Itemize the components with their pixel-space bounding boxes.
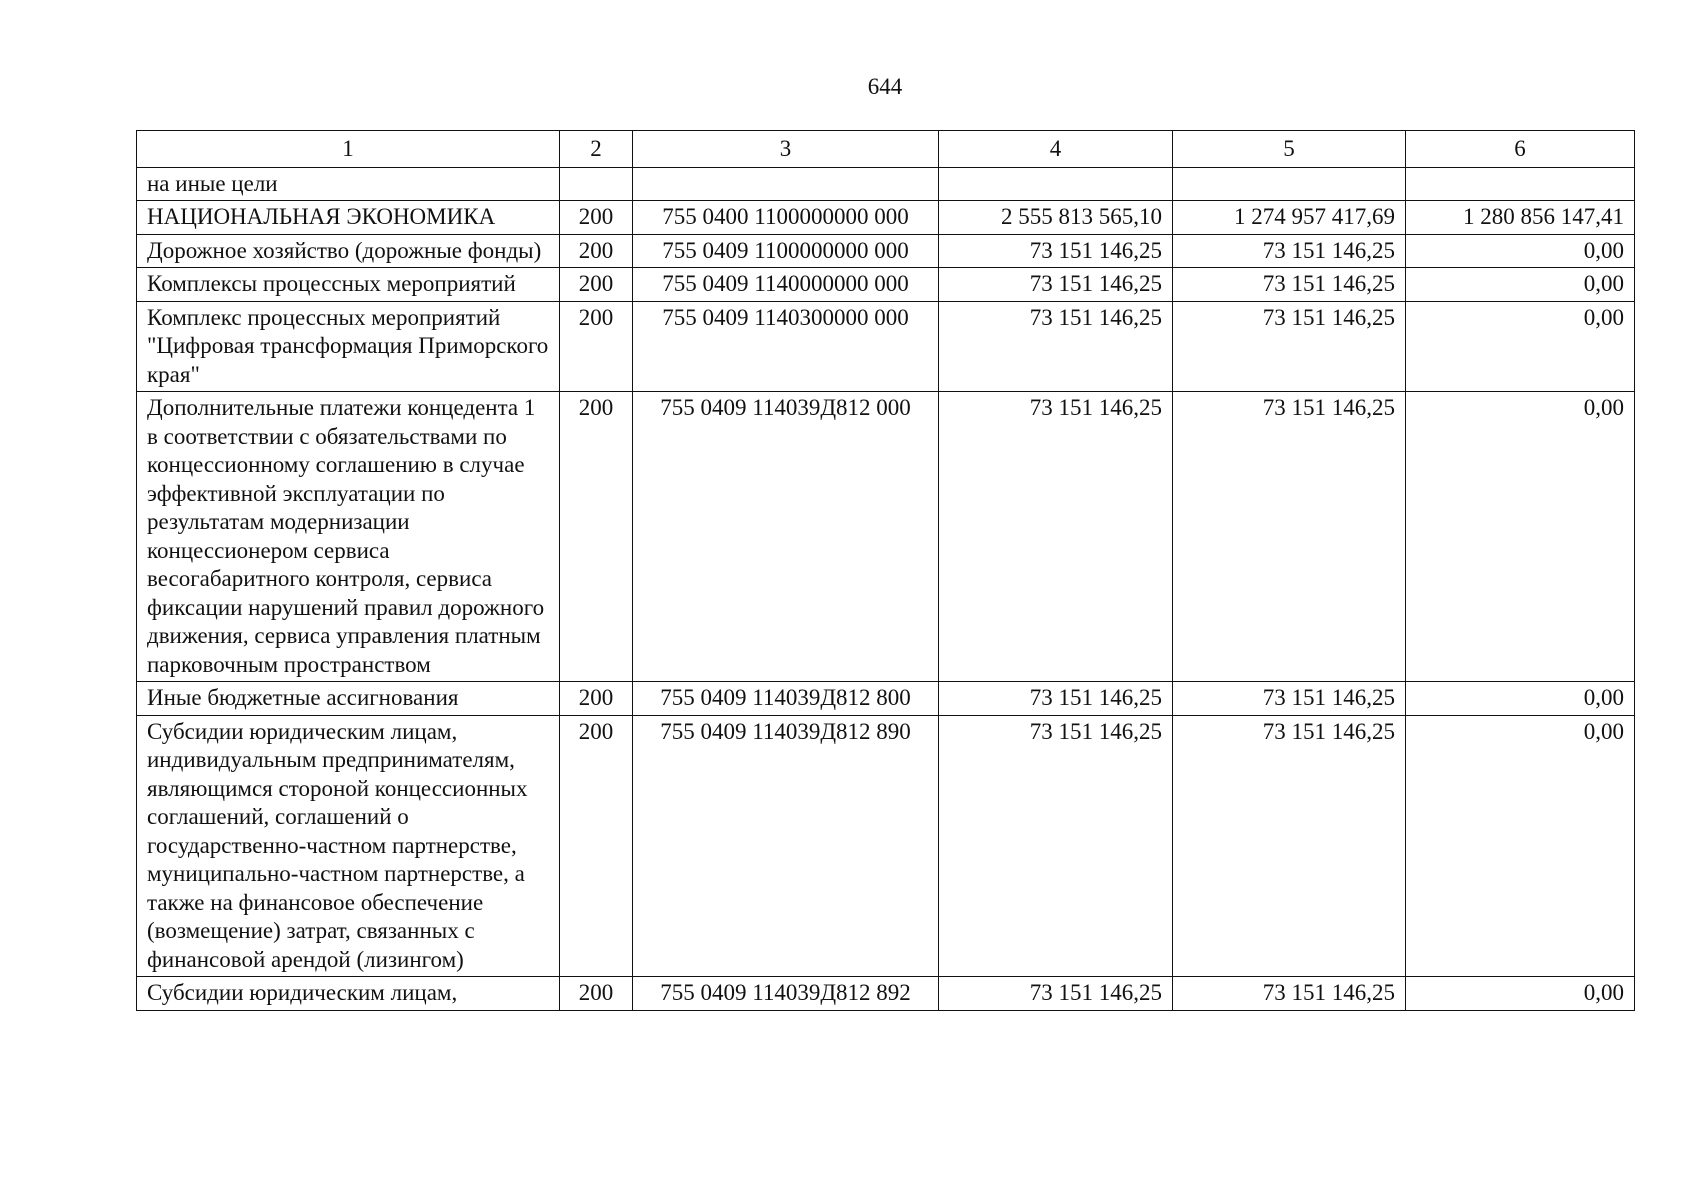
row-value-col4: 73 151 146,25 — [939, 268, 1173, 302]
row-code: 755 0409 114039Д812 800 — [633, 682, 939, 716]
row-value-col6: 0,00 — [1406, 392, 1635, 682]
row-code: 755 0409 1100000000 000 — [633, 234, 939, 268]
row-code: 755 0409 114039Д812 000 — [633, 392, 939, 682]
row-value-col4 — [939, 167, 1173, 201]
row-grbs: 200 — [560, 682, 633, 716]
row-name: Субсидии юридическим лицам, — [137, 977, 560, 1011]
row-value-col5: 73 151 146,25 — [1173, 392, 1406, 682]
row-value-col5 — [1173, 167, 1406, 201]
row-grbs: 200 — [560, 234, 633, 268]
row-name: Субсидии юридическим лицам, индивидуальным предпринимателям, являющимся стороной концессионных соглашений, соглашений о государственно-частном партнерстве, муниципально-частном партнерстве, а также на финансовое обеспечение (возмещение) затрат, связанных с финансовой арендой (лизингом) — [137, 715, 560, 977]
table-row — [137, 268, 1635, 302]
table-row — [137, 682, 1635, 716]
row-name: Иные бюджетные ассигнования — [137, 682, 560, 716]
row-value-col5: 73 151 146,25 — [1173, 234, 1406, 268]
row-code: 755 0409 1140300000 000 — [633, 301, 939, 392]
row-code — [633, 167, 939, 201]
row-code: 755 0409 1140000000 000 — [633, 268, 939, 302]
row-grbs: 200 — [560, 268, 633, 302]
table-row — [137, 392, 1635, 682]
row-value-col5: 73 151 146,25 — [1173, 715, 1406, 977]
row-grbs: 200 — [560, 392, 633, 682]
row-grbs: 200 — [560, 201, 633, 235]
row-name: НАЦИОНАЛЬНАЯ ЭКОНОМИКА — [137, 201, 560, 235]
row-value-col5: 73 151 146,25 — [1173, 268, 1406, 302]
column-header: 3 — [633, 131, 939, 168]
row-value-col6: 0,00 — [1406, 682, 1635, 716]
column-header: 4 — [939, 131, 1173, 168]
row-name: Комплексы процессных мероприятий — [137, 268, 560, 302]
row-grbs: 200 — [560, 715, 633, 977]
row-grbs: 200 — [560, 977, 633, 1011]
row-value-col6: 0,00 — [1406, 234, 1635, 268]
row-name: Дополнительные платежи концедента 1 в соответствии с обязательствами по концессионному соглашению в случае эффективной эксплуатации по результатам модернизации концессионером сервиса весогабаритного контроля, сервиса фиксации нарушений правил дорожного движения, сервиса управления платным парковочным пространством — [137, 392, 560, 682]
table-row — [137, 301, 1635, 392]
table-row — [137, 715, 1635, 977]
row-value-col4: 73 151 146,25 — [939, 977, 1173, 1011]
row-code: 755 0400 1100000000 000 — [633, 201, 939, 235]
column-header: 6 — [1406, 131, 1635, 168]
row-value-col6: 0,00 — [1406, 268, 1635, 302]
row-value-col6: 0,00 — [1406, 977, 1635, 1011]
row-value-col4: 73 151 146,25 — [939, 301, 1173, 392]
row-name: Дорожное хозяйство (дорожные фонды) — [137, 234, 560, 268]
row-value-col4: 73 151 146,25 — [939, 682, 1173, 716]
row-value-col5: 1 274 957 417,69 — [1173, 201, 1406, 235]
table-row — [137, 977, 1635, 1011]
header-row — [137, 131, 1635, 168]
row-grbs: 200 — [560, 301, 633, 392]
row-value-col4: 73 151 146,25 — [939, 234, 1173, 268]
row-grbs — [560, 167, 633, 201]
row-name: Комплекс процессных мероприятий "Цифровая трансформация Приморского края" — [137, 301, 560, 392]
row-value-col4: 73 151 146,25 — [939, 392, 1173, 682]
row-value-col5: 73 151 146,25 — [1173, 301, 1406, 392]
row-value-col4: 2 555 813 565,10 — [939, 201, 1173, 235]
table-row — [137, 234, 1635, 268]
row-code: 755 0409 114039Д812 890 — [633, 715, 939, 977]
table-row — [137, 167, 1635, 201]
row-value-col5: 73 151 146,25 — [1173, 977, 1406, 1011]
column-header: 1 — [137, 131, 560, 168]
page-number: 644 — [867, 74, 903, 99]
row-value-col6 — [1406, 167, 1635, 201]
column-header: 5 — [1173, 131, 1406, 168]
budget-table — [136, 130, 1635, 1011]
row-value-col5: 73 151 146,25 — [1173, 682, 1406, 716]
column-header: 2 — [560, 131, 633, 168]
table-row — [137, 201, 1635, 235]
row-code: 755 0409 114039Д812 892 — [633, 977, 939, 1011]
row-value-col6: 0,00 — [1406, 301, 1635, 392]
row-name: на иные цели — [137, 167, 560, 201]
row-value-col4: 73 151 146,25 — [939, 715, 1173, 977]
row-value-col6: 1 280 856 147,41 — [1406, 201, 1635, 235]
row-value-col6: 0,00 — [1406, 715, 1635, 977]
